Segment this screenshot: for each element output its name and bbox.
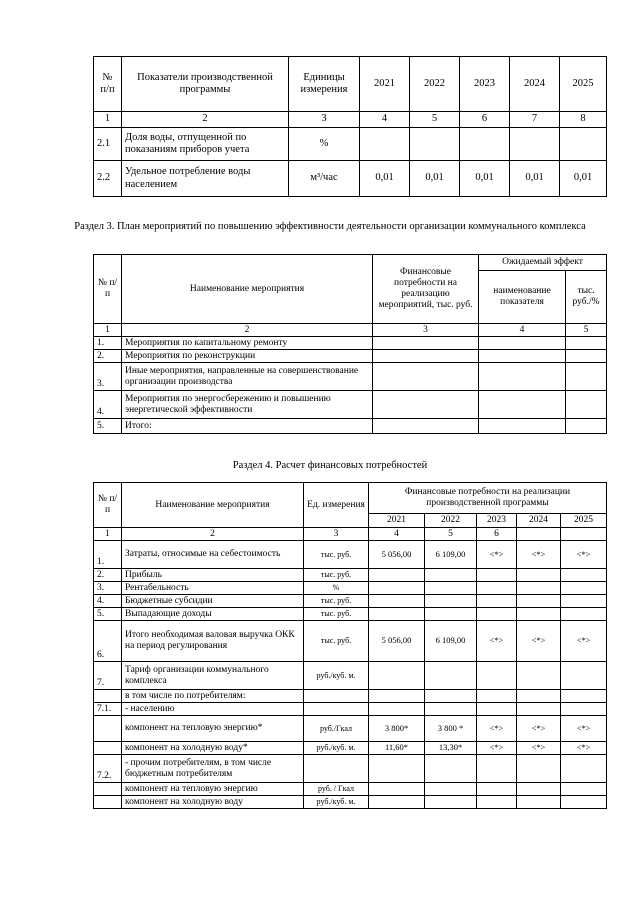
header-measure: Наименование мероприятия [122,255,373,324]
row-unit: руб. / Гкал [304,783,369,796]
row-value [369,595,425,608]
table-row [94,742,607,755]
column-number: 2 [122,324,373,337]
row-value: 0,01 [410,161,460,197]
table-row [94,690,607,703]
row-value [517,755,561,783]
row-value: <*> [561,742,607,755]
row-value [517,690,561,703]
header-unit: Единицы измерения [289,57,360,112]
column-number: 7 [510,112,560,128]
row-value: <*> [477,742,517,755]
row-measure: Прибыль [122,569,304,582]
row-value [410,128,460,161]
header-year: 2025 [560,57,607,112]
row-unit: руб./куб. м. [304,796,369,809]
row-value: <*> [561,716,607,742]
row-value [561,783,607,796]
row-measure: Рентабельность [122,582,304,595]
row-value [517,662,561,690]
row-measure: Мероприятия по капитальному ремонту [122,337,373,350]
row-measure: Тариф организации коммунального комплекса [122,662,304,690]
row-value [477,608,517,621]
header-year: 2023 [477,514,517,528]
row-value [425,595,477,608]
row-value [561,595,607,608]
row-value: 3 800 * [425,716,477,742]
column-number: 4 [479,324,566,337]
row-value [561,703,607,716]
row-unit: тыс. руб. [304,595,369,608]
table-row [94,662,607,690]
row-value: 11,60* [369,742,425,755]
column-number: 3 [304,528,369,541]
row-num: 7.2. [94,755,122,783]
row-value [477,690,517,703]
table-row [94,716,607,742]
row-value [561,796,607,809]
row-value [425,783,477,796]
table-row [94,569,607,582]
row-value [517,582,561,595]
row-value: <*> [477,621,517,662]
row-value: 0,01 [510,161,560,197]
row-value [477,569,517,582]
row-unit: % [304,582,369,595]
row-value: 5 056,00 [369,541,425,569]
row-num [94,783,122,796]
header-indicator: Показатели производственной программы [122,57,289,112]
row-num: 7. [94,662,122,690]
row-value: 0,01 [460,161,510,197]
row-value [369,783,425,796]
header-indicator-name: наименование показателя [479,271,566,324]
row-measure: Итого: [122,419,373,434]
row-value [477,703,517,716]
row-num: 4. [94,391,122,419]
row-num: 6. [94,621,122,662]
row-num: 5. [94,419,122,434]
table-header-row [94,483,607,514]
row-value [369,608,425,621]
row-value [477,796,517,809]
header-effect-unit: тыс. руб./% [566,271,607,324]
financial-needs-rows [94,541,607,809]
table-row [94,621,607,662]
header-unit: Ед. измерения [304,483,369,528]
row-measure: в том числе по потребителям: [122,690,304,703]
row-unit: тыс. руб. [304,621,369,662]
row-unit: % [289,128,360,161]
row-num [94,716,122,742]
row-num [94,742,122,755]
row-num: 3. [94,363,122,391]
table-row [94,363,607,391]
row-value [517,608,561,621]
column-number: 1 [94,528,122,541]
row-value [561,690,607,703]
table-row [94,608,607,621]
row-measure: Затраты, относимые на себестоимость [122,541,304,569]
header-year: 2022 [425,514,477,528]
row-value [425,608,477,621]
row-num: 2. [94,569,122,582]
table-header-row [94,57,607,112]
header-year: 2021 [360,57,410,112]
row-measure: компонент на тепловую энергию* [122,716,304,742]
column-number-row [94,324,607,337]
header-financial-needs: Финансовые потребности на реализацию мероприятий, тыс. руб. [373,255,479,324]
row-value: 5 056,00 [369,621,425,662]
row-value [561,608,607,621]
row-value [561,755,607,783]
header-num: № п/п [94,57,122,112]
column-number: 5 [425,528,477,541]
header-year: 2021 [369,514,425,528]
financial-needs-table [93,482,607,809]
row-value [369,582,425,595]
row-value [477,755,517,783]
table-row [94,337,607,350]
table-row [94,161,607,197]
header-num: № п/п [94,255,122,324]
production-indicators-table [93,56,607,197]
row-value: <*> [517,541,561,569]
row-value [517,595,561,608]
row-value [460,128,510,161]
table-row [94,582,607,595]
row-value [425,690,477,703]
row-value [517,783,561,796]
row-value: <*> [517,716,561,742]
table-row [94,350,607,363]
row-value [425,796,477,809]
row-value: 6 109,00 [425,621,477,662]
row-value [369,662,425,690]
row-value [369,569,425,582]
column-number: 5 [410,112,460,128]
row-measure: - прочим потребителям, в том числе бюджетным потребителям [122,755,304,783]
row-value: <*> [517,742,561,755]
row-value [360,128,410,161]
row-value: 0,01 [360,161,410,197]
row-value: <*> [517,621,561,662]
section4-title: Раздел 4. Расчет финансовых потребностей [232,460,428,471]
row-measure: компонент на тепловую энергию [122,783,304,796]
row-unit: руб./Гкал [304,716,369,742]
row-indicator: Удельное потребление воды населением [122,161,289,197]
table-row [94,419,607,434]
header-measure: Наименование мероприятия [122,483,304,528]
table-row [94,128,607,161]
row-value [477,595,517,608]
row-value [517,703,561,716]
row-measure: Иные мероприятия, направленные на совершенствование организации производства [122,363,373,391]
row-value: 6 109,00 [425,541,477,569]
column-number: 4 [369,528,425,541]
row-measure: Мероприятия по реконструкции [122,350,373,363]
table-row [94,595,607,608]
row-value [517,796,561,809]
row-measure: компонент на холодную воду* [122,742,304,755]
column-number: 4 [360,112,410,128]
row-num: 2. [94,350,122,363]
column-number: 6 [460,112,510,128]
row-measure: Бюджетные субсидии [122,595,304,608]
row-value [561,569,607,582]
row-unit: м³/час [289,161,360,197]
row-measure: Мероприятия по энергосбережению и повышению энергетической эффективности [122,391,373,419]
row-measure: Выпадающие доходы [122,608,304,621]
row-value [510,128,560,161]
column-number-row [94,112,607,128]
row-unit [304,703,369,716]
column-number: 8 [560,112,607,128]
row-measure: Итого необходимая валовая выручка ОКК на период регулирования [122,621,304,662]
column-number: 1 [94,324,122,337]
table-row [94,796,607,809]
row-value [477,662,517,690]
row-unit: тыс. руб. [304,569,369,582]
row-value: <*> [561,621,607,662]
row-value [425,703,477,716]
row-value [561,582,607,595]
row-num: 7.1. [94,703,122,716]
row-num: 2.1 [94,128,122,161]
row-value [561,662,607,690]
column-number: 6 [477,528,517,541]
header-year: 2022 [410,57,460,112]
row-value [369,703,425,716]
row-num [94,796,122,809]
row-value: 0,01 [560,161,607,197]
row-unit [304,755,369,783]
section3-title: Раздел 3. План мероприятий по повышению эффективности деятельности организации коммунального комплекса [74,221,586,232]
row-unit: тыс. руб. [304,541,369,569]
efficiency-measures-table [93,254,607,434]
header-year: 2023 [460,57,510,112]
column-number: 2 [122,112,289,128]
row-value [425,582,477,595]
row-value [477,582,517,595]
row-num: 1. [94,337,122,350]
column-number: 1 [94,112,122,128]
header-year: 2024 [517,514,561,528]
row-value [369,690,425,703]
row-value: <*> [561,541,607,569]
table-row [94,783,607,796]
header-year: 2024 [510,57,560,112]
row-num: 1. [94,541,122,569]
table-header-row [94,255,607,271]
row-value: 3 800* [369,716,425,742]
header-year: 2025 [561,514,607,528]
column-number-row [94,528,607,541]
row-indicator: Доля воды, отпущенной по показаниям приборов учета [122,128,289,161]
column-number: 3 [289,112,360,128]
row-value [425,569,477,582]
header-expected-effect: Ожидаемый эффект [479,255,607,271]
table-row [94,541,607,569]
row-value: 13,30* [425,742,477,755]
table-row [94,755,607,783]
column-number: 5 [566,324,607,337]
row-value [560,128,607,161]
row-value [369,796,425,809]
table-row [94,703,607,716]
row-unit: руб./куб. м. [304,742,369,755]
column-number: 3 [373,324,479,337]
row-measure: - населению [122,703,304,716]
row-value [477,783,517,796]
header-num: № п/п [94,483,122,528]
row-measure: компонент на холодную воду [122,796,304,809]
row-unit: руб./куб. м. [304,662,369,690]
row-unit: тыс. руб. [304,608,369,621]
row-value: <*> [477,716,517,742]
header-financial-needs: Финансовые потребности на реализации производственной программы [369,483,607,514]
row-value [425,662,477,690]
row-num [94,690,122,703]
row-num: 3. [94,582,122,595]
row-num: 5. [94,608,122,621]
row-value: <*> [477,541,517,569]
row-value [517,569,561,582]
row-unit [304,690,369,703]
row-num: 4. [94,595,122,608]
row-value [369,755,425,783]
row-value [425,755,477,783]
table-row [94,391,607,419]
row-num: 2.2 [94,161,122,197]
column-number: 2 [122,528,304,541]
